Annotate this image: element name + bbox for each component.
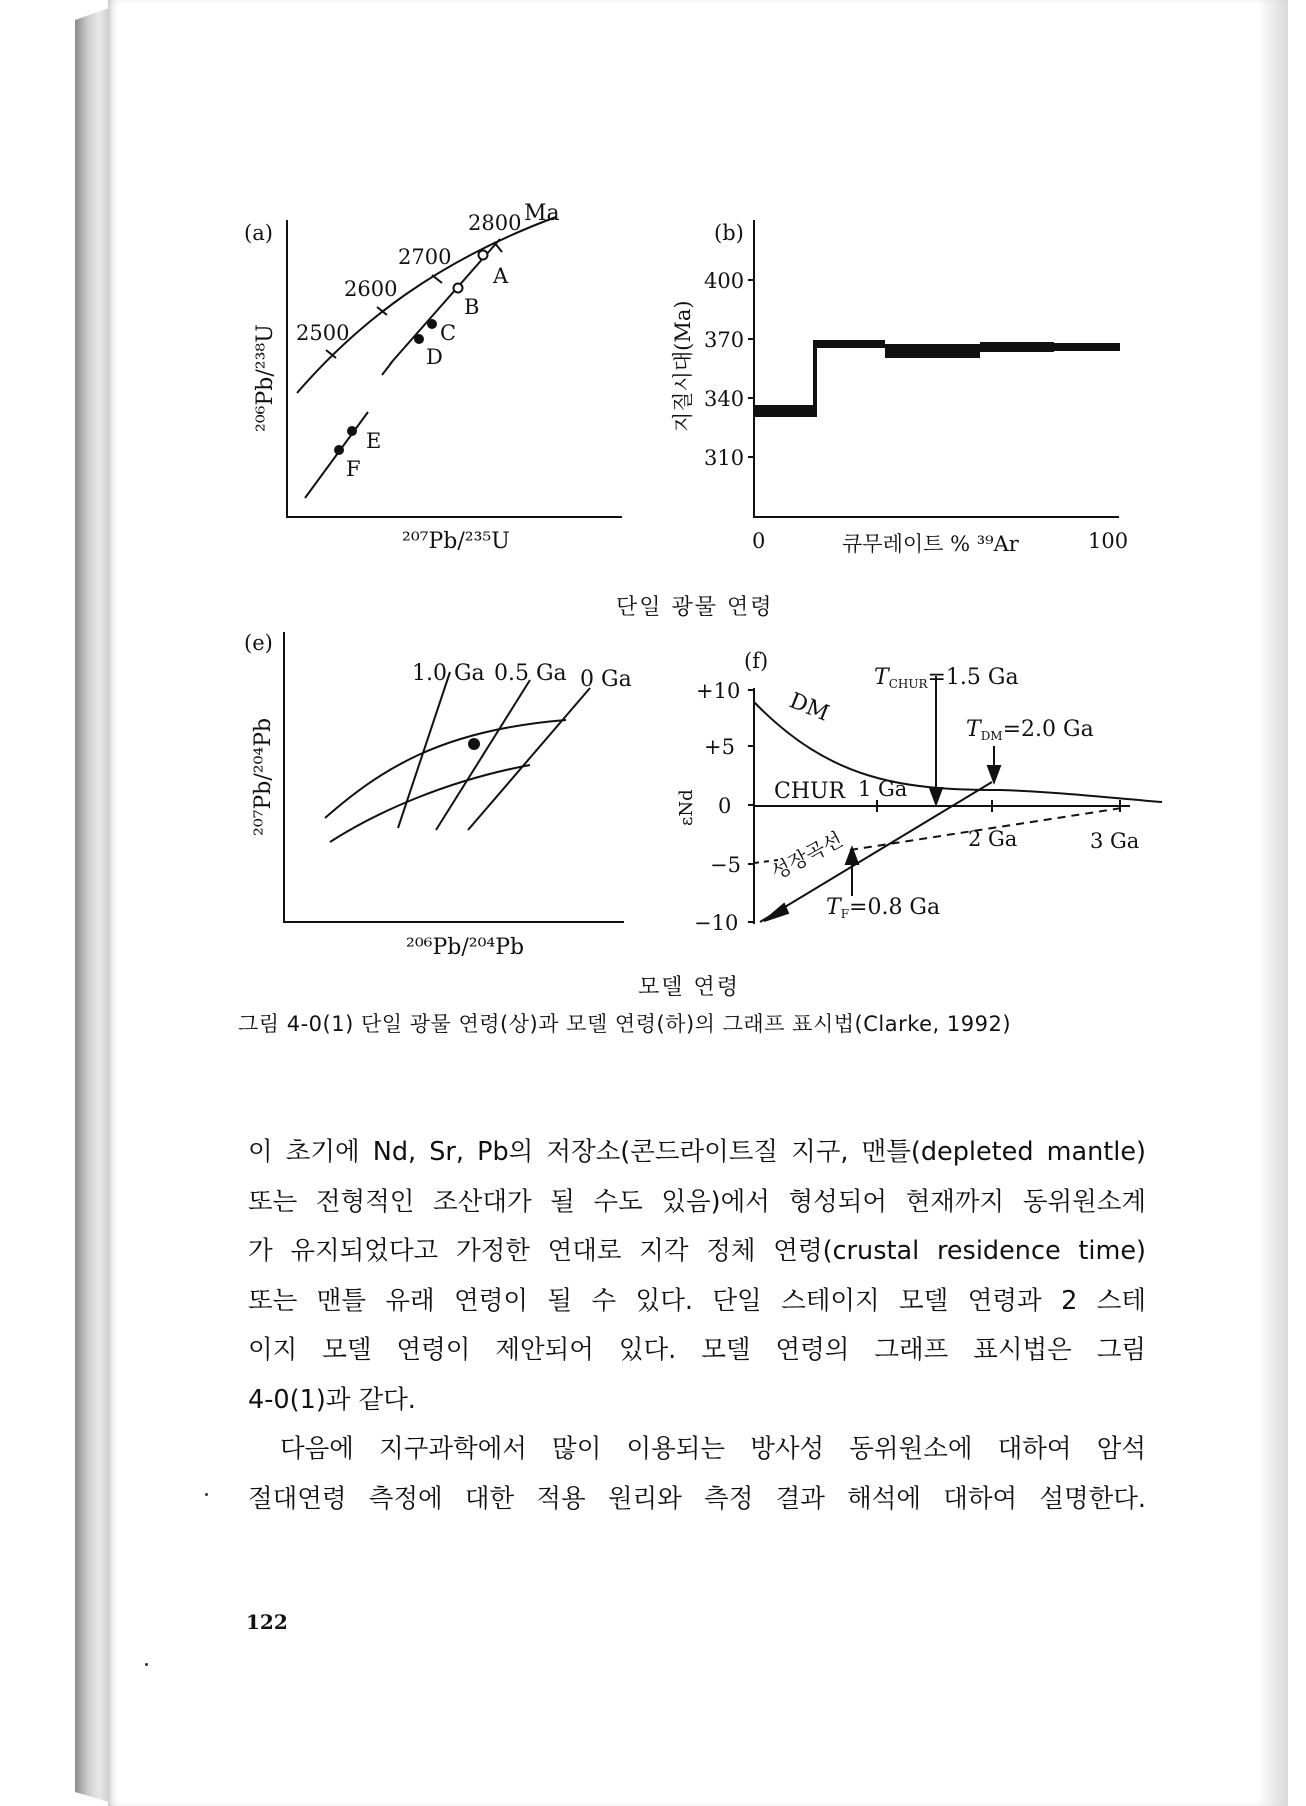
ytick-plus10: +10 xyxy=(696,679,741,703)
para1-line-1: 이 초기에 Nd, Sr, Pb의 저장소(콘드라이트질 지구, 맨틀(depleted mantle) xyxy=(248,1137,1146,1167)
isochron-1 xyxy=(398,672,450,828)
point-a: A xyxy=(493,264,509,288)
argon-spectrum xyxy=(754,340,1120,417)
para1-line-4: 또는 맨틀 유래 연령이 될 수 있다. 단일 스테이지 모델 연령과 2 스테 xyxy=(248,1285,1146,1316)
growth-curve-label: 성장곡선 xyxy=(767,826,847,885)
ytick-400: 400 xyxy=(704,269,745,293)
ytick-340: 340 xyxy=(704,387,745,411)
xtick-0: 0 xyxy=(752,529,766,553)
xtick-2ga: 2 Ga xyxy=(968,827,1018,851)
figure-caption: 그림 4-0(1) 단일 광물 연령(상)과 모델 연령(하)의 그래프 표시법(Clarke, 1992) xyxy=(238,1012,1012,1036)
ytick-minus10: −10 xyxy=(694,911,739,935)
section-label-single-mineral: 단일 광물 연령 xyxy=(616,595,774,620)
point-e: E xyxy=(366,429,382,453)
isochron-3 xyxy=(468,688,590,830)
t-chur-label: TCHUR=1.5 Ga xyxy=(874,665,1019,691)
discordia-line-lower xyxy=(305,412,368,498)
xtick-100: 100 xyxy=(1088,529,1129,553)
para1-line-6: 4-0(1)과 같다. xyxy=(248,1384,416,1415)
tick-2700: 2700 xyxy=(398,245,452,269)
panel-f-ylabel: εNd xyxy=(676,789,697,826)
panel-f-label: (f) xyxy=(744,649,769,673)
t-f-label: TF=0.8 Ga xyxy=(826,895,941,921)
point-b: B xyxy=(464,295,480,319)
dm-label: DM xyxy=(785,688,833,727)
panel-a-label: (a) xyxy=(244,221,273,245)
xtick-1ga: 1 Ga xyxy=(858,777,908,801)
para1-line-5: 이지 모델 연령이 제안되어 있다. 모델 연령의 그래프 표시법은 그림 xyxy=(248,1335,1146,1365)
ytick-plus5: +5 xyxy=(704,735,735,759)
ytick-370: 370 xyxy=(704,328,745,352)
tick-2500: 2500 xyxy=(296,321,350,345)
point-d: D xyxy=(426,345,443,369)
panel-e-ylabel: ²⁰⁷Pb/²⁰⁴Pb xyxy=(251,717,276,836)
para1-line-3: 가 유지되었다고 가정한 연대로 지각 정체 연령(crustal residence time) xyxy=(248,1236,1146,1266)
panel-b-xlabel: 큐무레이트 % ³⁹Ar xyxy=(842,532,1019,556)
panel-e-label: (e) xyxy=(244,631,273,655)
panel-a-ylabel: ²⁰⁶Pb/²³⁸U xyxy=(253,324,278,432)
isochron-2 xyxy=(436,680,530,830)
unit-ma: Ma xyxy=(524,201,560,226)
panel-b-label: (b) xyxy=(714,221,744,245)
panel-e xyxy=(244,631,632,960)
xtick-3ga: 3 Ga xyxy=(1090,829,1140,853)
panel-b-axes xyxy=(754,220,1119,517)
panel-a xyxy=(244,201,622,554)
t-dm-label: TDM=2.0 Ga xyxy=(966,717,1094,743)
section-label-model-age: 모델 연령 xyxy=(638,975,741,1000)
growth-curve-lower xyxy=(330,765,530,842)
panel-f xyxy=(676,649,1162,935)
growth-arrowhead xyxy=(764,904,788,921)
isochron-2-label: 0.5 Ga xyxy=(494,661,567,686)
scan-speck xyxy=(205,1493,208,1496)
para1-line-2: 또는 전형적인 조산대가 될 수도 있음)에서 형성되어 현재까지 동위원소계 xyxy=(248,1186,1146,1217)
ytick-0: 0 xyxy=(718,794,732,818)
tick-2600: 2600 xyxy=(344,277,398,301)
chur-label: CHUR xyxy=(774,779,846,804)
panel-a-xlabel: ²⁰⁷Pb/²³⁵U xyxy=(402,529,510,554)
panel-e-xlabel: ²⁰⁶Pb/²⁰⁴Pb xyxy=(406,935,525,960)
growth-curve-upper xyxy=(325,720,566,818)
point-c: C xyxy=(440,321,457,345)
isochron-3-label: 0 Ga xyxy=(580,667,632,692)
para2-line-2: 절대연령 측정에 대한 적용 원리와 측정 결과 해석에 대하여 설명한다. xyxy=(248,1483,1146,1514)
panel-b xyxy=(671,220,1128,556)
isochron-1-label: 1.0 Ga xyxy=(412,661,485,686)
panel-b-ylabel: 지질시대(Ma) xyxy=(671,300,695,432)
ytick-310: 310 xyxy=(704,446,745,470)
para2-line-1: 다음에 지구과학에서 많이 이용되는 방사성 동위원소에 대하여 암석 xyxy=(280,1434,1146,1464)
point-f: F xyxy=(346,457,361,481)
scan-speck xyxy=(145,1663,148,1666)
discordia-dash xyxy=(382,362,392,375)
page-number: 122 xyxy=(246,1610,288,1634)
tick-2800: 2800 xyxy=(468,211,522,235)
ytick-minus5: −5 xyxy=(710,853,741,877)
body-text xyxy=(248,1128,1146,1524)
